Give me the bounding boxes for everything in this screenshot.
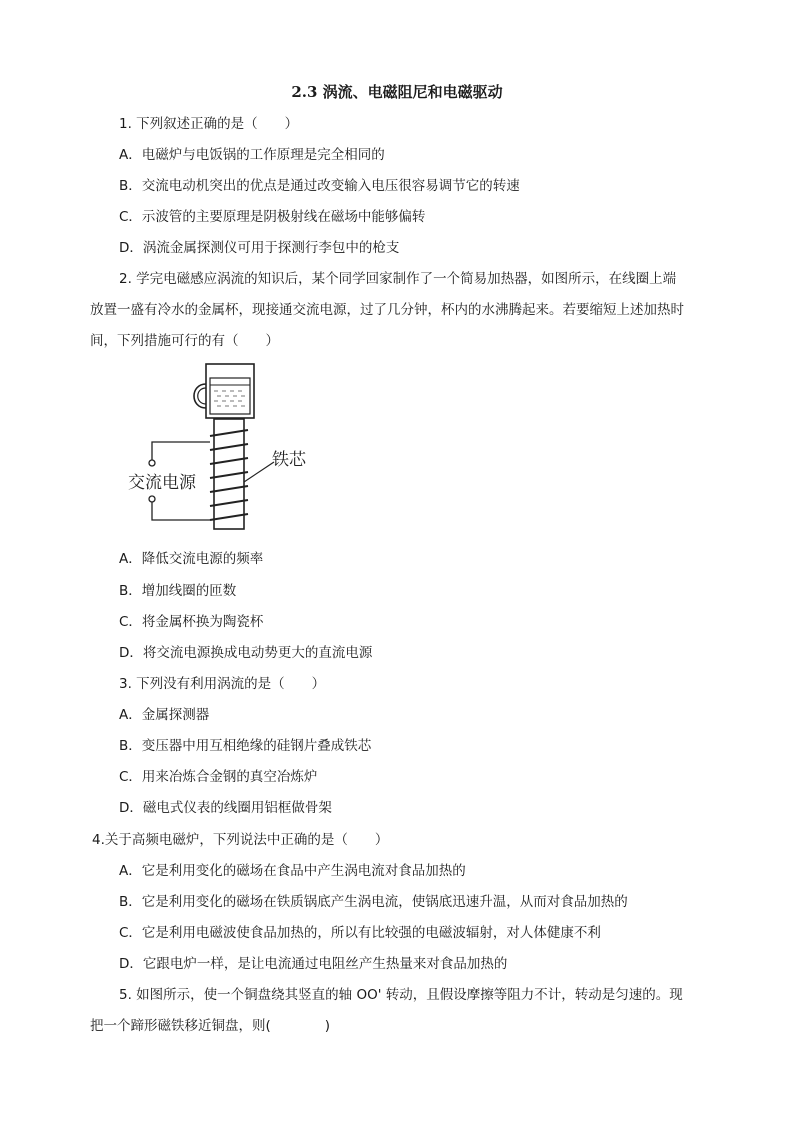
question-5-stem-line-2: 把一个蹄形磁铁移近铜盘，则( ) xyxy=(90,1018,331,1034)
question-2-option-d: D．将交流电源换成电动势更大的直流电源 xyxy=(119,645,373,661)
question-2-stem-line-3: 间，下列措施可行的有（ ） xyxy=(90,333,279,349)
core-label-leader xyxy=(244,462,274,482)
ac-source-label: 交流电源 xyxy=(128,473,196,493)
question-4-option-a: A．它是利用变化的磁场在食品中产生涡电流对食品加热的 xyxy=(119,863,466,879)
question-1-option-b: B．交流电动机突出的优点是通过改变输入电压很容易调节它的转速 xyxy=(119,178,520,194)
question-4-option-c: C．它是利用电磁波使食品加热的，所以有比较强的电磁波辐射，对人体健康不利 xyxy=(119,925,601,941)
question-1-option-c: C．示波管的主要原理是阴极射线在磁场中能够偏转 xyxy=(119,209,426,225)
question-3-option-a: A．金属探测器 xyxy=(119,707,210,723)
question-2-stem-line-1: 2. 学完电磁感应涡流的知识后，某个同学回家制作了一个简易加热器，如图所示，在线圈上端 xyxy=(119,271,677,287)
question-3-option-b: B．变压器中用互相绝缘的硅钢片叠成铁芯 xyxy=(119,738,372,754)
question-3-stem: 3. 下列没有利用涡流的是（ ） xyxy=(119,676,326,692)
iron-core-label: 铁芯 xyxy=(272,450,306,470)
question-1-stem: 1. 下列叙述正确的是（ ） xyxy=(119,116,299,132)
question-2-option-c: C．将金属杯换为陶瓷杯 xyxy=(119,614,264,630)
metal-cup xyxy=(194,364,254,418)
question-4-option-d: D．它跟电炉一样，是让电流通过电阻丝产生热量来对食品加热的 xyxy=(119,956,508,972)
question-2-option-b: B．增加线圈的匝数 xyxy=(119,583,237,599)
question-5-stem-line-1: 5. 如图所示，使一个铜盘绕其竖直的轴 OO' 转动，且假设摩擦等阻力不计，转动是匀速的。现 xyxy=(119,987,683,1003)
page-title: 2.3 涡流、电磁阻尼和电磁驱动 xyxy=(291,83,503,101)
question-3-option-d: D．磁电式仪表的线圈用铝框做骨架 xyxy=(119,800,332,816)
question-2-option-a: A．降低交流电源的频率 xyxy=(119,551,264,567)
terminal-bottom xyxy=(149,496,155,502)
question-1-option-a: A．电磁炉与电饭锅的工作原理是完全相同的 xyxy=(119,147,385,163)
question-4-option-b: B．它是利用变化的磁场在铁质锅底产生涡电流，使锅底迅速升温，从而对食品加热的 xyxy=(119,894,628,910)
heater-diagram xyxy=(118,362,318,537)
question-2-stem-line-2: 放置一盛有冷水的金属杯，现接通交流电源，过了几分钟，杯内的水沸腾起来。若要缩短上述加热时 xyxy=(90,302,684,318)
question-4-stem: 4.关于高频电磁炉，下列说法中正确的是（ ） xyxy=(92,832,389,848)
coil xyxy=(210,430,248,520)
terminal-top xyxy=(149,460,155,466)
question-1-option-d: D．涡流金属探测仪可用于探测行李包中的枪支 xyxy=(119,240,400,256)
question-3-option-c: C．用来冶炼合金钢的真空冶炼炉 xyxy=(119,769,318,785)
